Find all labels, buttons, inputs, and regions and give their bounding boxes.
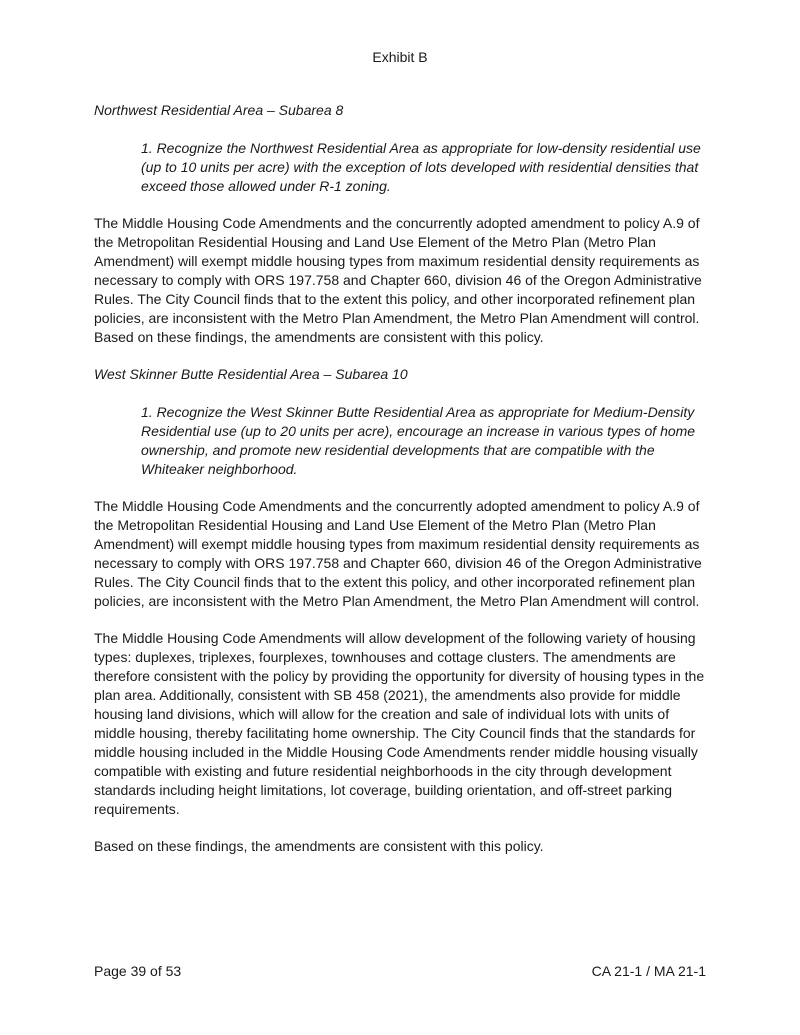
- finding-paragraph: The Middle Housing Code Amendments and the concurrently adopted amendment to policy A.9 of the Metropolitan Residential Housing and Land Use Element of the Metro Plan (Metro Plan Amendment) will exempt middle housing types from maximum residential density requirements as necessary to comply with ORS 197.758 and Chapter 660, division 46 of the Oregon Administrative Rules. The City Council finds that to the extent this policy, and other incorporated refinement plan policies, are inconsistent with the Metro Plan Amendment, the Metro Plan Amendment will control. Based on these findings, the amendments are consistent with this policy.: [94, 215, 702, 345]
- section-heading: West Skinner Butte Residential Area – Subarea 10: [94, 366, 408, 382]
- page-footer: [94, 962, 706, 981]
- finding-paragraph: The Middle Housing Code Amendments will allow development of the following variety of housing types: duplexes, triplexes, fourplexes, townhouses and cottage clusters. The amendments are therefore consistent with the policy by providing the opportunity for diversity of housing types in the plan area. Additionally, consistent with SB 458 (2021), the amendments also provide for middle housing land divisions, which will allow for the creation and sale of individual lots with units of middle housing, thereby facilitating home ownership. The City Council finds that the standards for middle housing included in the Middle Housing Code Amendments render middle housing visually compatible with existing and future residential neighborhoods in the city through development standards including height limitations, lot coverage, building orientation, and off-street parking requirements.: [94, 630, 705, 817]
- policy-quote: 1. Recognize the West Skinner Butte Residential Area as appropriate for Medium-Density Residential use (up to 20 units per acre), encourage an increase in various types of home ownership, and promote new residential developments that are compatible with the Whiteaker neighborhood.: [141, 404, 696, 477]
- document-body: [94, 101, 708, 874]
- policy-quote: 1. Recognize the Northwest Residential Area as appropriate for low-density residential use (up to 10 units per acre) with the exception of lots developed with residential densities that exceed those allowed under R-1 zoning.: [141, 140, 701, 194]
- finding-paragraph: Based on these findings, the amendments are consistent with this policy.: [94, 838, 544, 854]
- case-number: CA 21-1 / MA 21-1: [591, 963, 706, 979]
- section-heading: Northwest Residential Area – Subarea 8: [94, 102, 344, 118]
- exhibit-title: Exhibit B: [372, 49, 428, 65]
- finding-paragraph: The Middle Housing Code Amendments and the concurrently adopted amendment to policy A.9 of the Metropolitan Residential Housing and Land Use Element of the Metro Plan (Metro Plan Amendment) will exempt middle housing types from maximum residential density requirements as necessary to comply with ORS 197.758 and Chapter 660, division 46 of the Oregon Administrative Rules. The City Council finds that to the extent this policy, and other incorporated refinement plan policies, are inconsistent with the Metro Plan Amendment, the Metro Plan Amendment will control.: [94, 498, 702, 609]
- page-number: Page 39 of 53: [94, 963, 182, 979]
